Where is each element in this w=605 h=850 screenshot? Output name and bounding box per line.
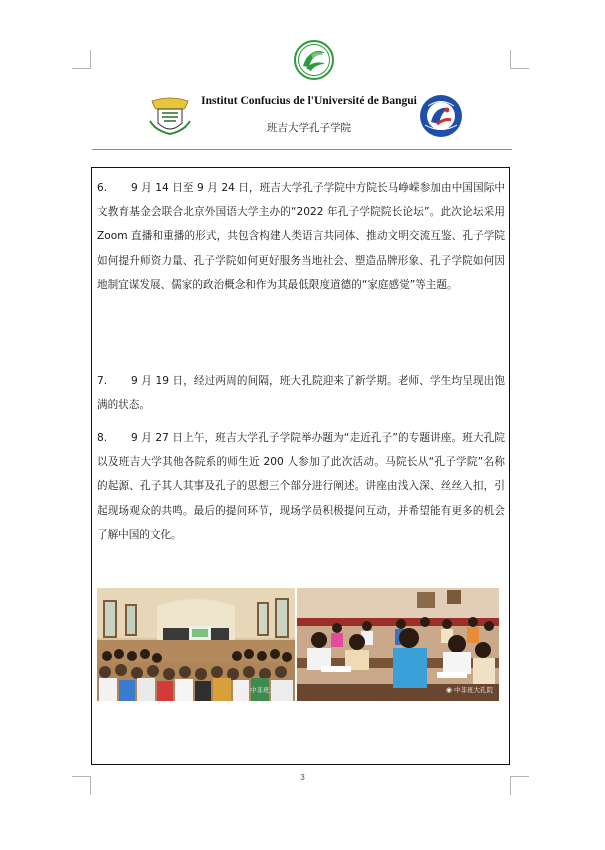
partner-university-logo: [419, 94, 463, 138]
crop-mark-top-right: [510, 50, 529, 69]
confucius-institute-logo: [294, 40, 334, 80]
paragraph-number: 6.: [97, 182, 108, 194]
paragraph-item-8: [97, 426, 505, 547]
header-divider: [92, 149, 512, 150]
photo-watermark: ◉ 中非班大孔院: [445, 686, 493, 694]
lecture-hall-photo: [97, 588, 295, 701]
students-seated-photo: [297, 588, 499, 701]
photo-watermark: ◉ 中非班大孔院: [241, 686, 289, 694]
paragraph-text: 9 月 19 日，经过两周的间隔，班大孔院迎来了新学期。老师、学生均呈现出饱满的状态。: [97, 375, 505, 412]
crop-mark-top-left: [72, 50, 91, 69]
paragraph-number: 7.: [97, 375, 108, 387]
institute-title: Institut Confucius de l'Université de Bangui: [201, 95, 417, 107]
paragraph-item-6: [97, 176, 505, 297]
wechat-icon: ◉: [241, 686, 248, 694]
page-number: 3: [300, 773, 305, 782]
institute-subtitle: 班吉大学孔子学院: [267, 122, 351, 134]
paragraph-text: 9 月 14 日至 9 月 24 日，班吉大学孔子学院中方院长马峥嵘参加由中国国际中文教育基金会联合北京外国语大学主办的“2022 年孔子学院院长论坛”。此次论坛采用 Zoom 直播和重播的形式，共包含构建人类语言共同体、推动文明交流互鉴、孔子学院如何提升师资力量、孔子学院如何更好服务当地社会、塑造品牌形象、孔子学院如何因地制宜谋发展、儒家的政治概念和作为其最低限度道德的“家庭感觉”等主题。: [97, 182, 505, 291]
wechat-icon: ◉: [445, 686, 452, 694]
paragraph-number: 8.: [97, 432, 108, 444]
university-crest-logo: [148, 97, 192, 137]
paragraph-text: 9 月 27 日上午，班吉大学孔子学院举办题为“走近孔子”的专题讲座。班大孔院以及班吉大学其他各院系的师生近 200 人参加了此次活动。马院长从“孔子学院”名称的起源、孔子其人其事及孔子的思想三个部分进行阐述。讲座由浅入深、丝丝入扣，引起现场观众的共鸣。最后的提问环节，现场学员积极提问互动，并希望能有更多的机会了解中国的文化。: [97, 432, 505, 541]
content-frame: [91, 167, 510, 765]
paragraph-item-7: [97, 369, 505, 417]
